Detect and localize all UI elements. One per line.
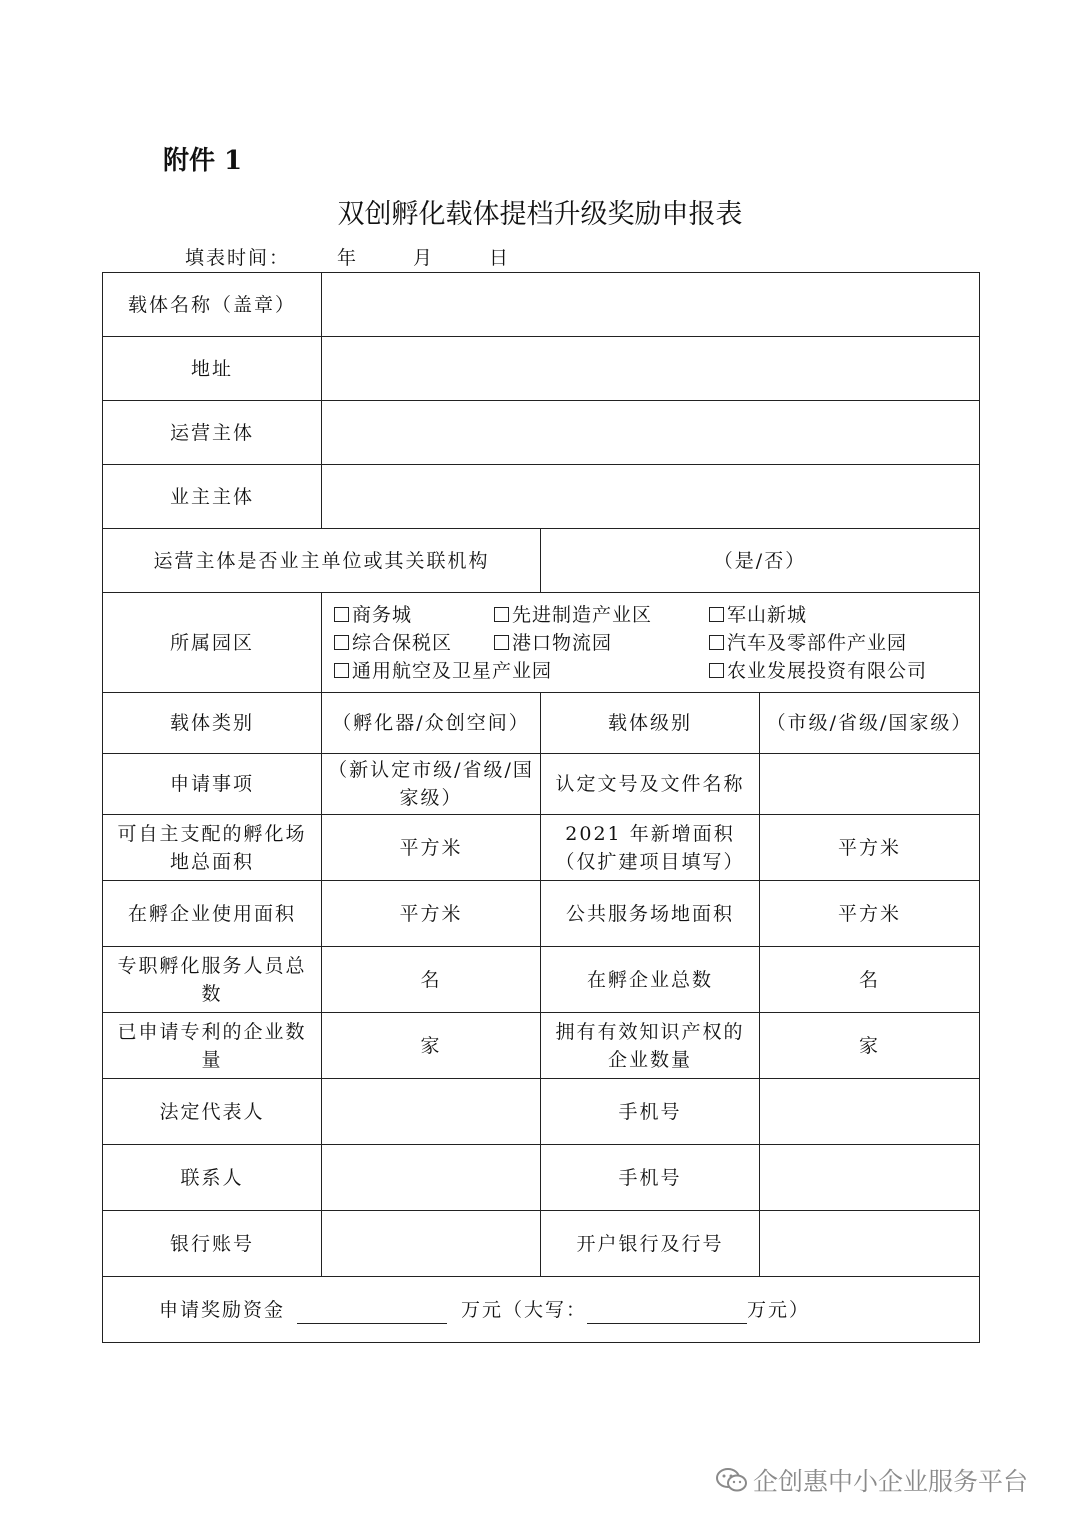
table-row xyxy=(103,693,980,754)
carrier-type-label: 载体类别 xyxy=(103,693,322,754)
operator-label: 运营主体 xyxy=(103,401,322,465)
fill-time-month: 月 xyxy=(413,247,435,269)
attachment-label: 附件 1 xyxy=(163,146,243,176)
checkbox-icon[interactable] xyxy=(709,635,724,650)
new-area-field[interactable]: 平方米 xyxy=(760,815,980,881)
table-row xyxy=(103,529,980,593)
park-option[interactable]: 综合保税区 xyxy=(334,629,494,657)
fill-time-label: 填表时间： xyxy=(185,247,291,269)
owner-label: 业主主体 xyxy=(103,465,322,529)
wechat-icon xyxy=(715,1467,749,1493)
apply-item-label: 申请事项 xyxy=(103,754,322,815)
operator-is-owner-label: 运营主体是否业主单位或其关联机构 xyxy=(103,529,541,593)
table-row xyxy=(103,1211,980,1277)
carrier-level-label: 载体级别 xyxy=(541,693,760,754)
bank-account-field[interactable] xyxy=(322,1211,541,1277)
park-options xyxy=(322,593,980,693)
checkbox-icon[interactable] xyxy=(709,607,724,622)
table-row xyxy=(103,593,980,693)
park-option[interactable]: 农业发展投资有限公司 xyxy=(709,657,927,685)
checkbox-icon[interactable] xyxy=(494,635,509,650)
table-row xyxy=(103,881,980,947)
incubated-total-field[interactable]: 名 xyxy=(760,947,980,1013)
incubated-area-field[interactable]: 平方米 xyxy=(322,881,541,947)
bank-name-label: 开户银行及行号 xyxy=(541,1211,760,1277)
table-row xyxy=(103,401,980,465)
incubated-total-label: 在孵企业总数 xyxy=(541,947,760,1013)
park-option[interactable]: 商务城 xyxy=(334,601,494,629)
checkbox-icon[interactable] xyxy=(334,635,349,650)
table-row xyxy=(103,273,980,337)
operator-is-owner-field[interactable]: （是/否） xyxy=(541,529,980,593)
table-row xyxy=(103,815,980,881)
doc-no-field[interactable] xyxy=(760,754,980,815)
new-area-label: 2021 年新增面积（仅扩建项目填写） xyxy=(541,815,760,881)
patent-companies-label: 已申请专利的企业数量 xyxy=(103,1013,322,1079)
table-row xyxy=(103,465,980,529)
park-option[interactable]: 军山新城 xyxy=(709,601,807,629)
park-option[interactable]: 通用航空及卫星产业园 xyxy=(334,657,709,685)
carrier-name-field[interactable] xyxy=(322,273,980,337)
staff-field[interactable]: 名 xyxy=(322,947,541,1013)
ip-companies-field[interactable]: 家 xyxy=(760,1013,980,1079)
funding-amount-field[interactable] xyxy=(297,1301,447,1324)
table-row xyxy=(103,1277,980,1343)
legal-rep-phone-field[interactable] xyxy=(760,1079,980,1145)
table-row xyxy=(103,1079,980,1145)
funding-label: 申请奖励资金 xyxy=(159,1298,286,1321)
wan-yuan-close: 万元） xyxy=(747,1298,811,1321)
contact-label: 联系人 xyxy=(103,1145,322,1211)
bank-name-field[interactable] xyxy=(760,1211,980,1277)
watermark-text: 企创惠中小企业服务平台 xyxy=(753,1467,1029,1496)
carrier-level-field[interactable]: （市级/省级/国家级） xyxy=(760,693,980,754)
operator-field[interactable] xyxy=(322,401,980,465)
patent-companies-field[interactable]: 家 xyxy=(322,1013,541,1079)
table-row xyxy=(103,337,980,401)
public-area-label: 公共服务场地面积 xyxy=(541,881,760,947)
checkbox-icon[interactable] xyxy=(334,663,349,678)
owner-field[interactable] xyxy=(322,465,980,529)
funding-uppercase-field[interactable] xyxy=(587,1301,747,1324)
table-row xyxy=(103,1145,980,1211)
contact-field[interactable] xyxy=(322,1145,541,1211)
table-row xyxy=(103,947,980,1013)
apply-item-field[interactable]: （新认定市级/省级/国家级） xyxy=(322,754,541,815)
checkbox-icon[interactable] xyxy=(334,607,349,622)
total-area-label: 可自主支配的孵化场地总面积 xyxy=(103,815,322,881)
park-option[interactable]: 港口物流园 xyxy=(494,629,709,657)
form-title: 双创孵化载体提档升级奖励申报表 xyxy=(337,199,743,230)
public-area-field[interactable]: 平方米 xyxy=(760,881,980,947)
bank-account-label: 银行账号 xyxy=(103,1211,322,1277)
park-option[interactable]: 先进制造产业区 xyxy=(494,601,709,629)
application-form-table xyxy=(102,272,980,1343)
staff-label: 专职孵化服务人员总数 xyxy=(103,947,322,1013)
contact-phone-label: 手机号 xyxy=(541,1145,760,1211)
checkbox-icon[interactable] xyxy=(494,607,509,622)
ip-companies-label: 拥有有效知识产权的企业数量 xyxy=(541,1013,760,1079)
legal-rep-label: 法定代表人 xyxy=(103,1079,322,1145)
legal-rep-phone-label: 手机号 xyxy=(541,1079,760,1145)
doc-no-label: 认定文号及文件名称 xyxy=(541,754,760,815)
contact-phone-field[interactable] xyxy=(760,1145,980,1211)
total-area-field[interactable]: 平方米 xyxy=(322,815,541,881)
checkbox-icon[interactable] xyxy=(709,663,724,678)
table-row xyxy=(103,754,980,815)
incubated-area-label: 在孵企业使用面积 xyxy=(103,881,322,947)
funding-row xyxy=(103,1277,980,1343)
fill-time xyxy=(185,243,510,270)
carrier-name-label: 载体名称（盖章） xyxy=(103,273,322,337)
fill-time-year: 年 xyxy=(337,247,359,269)
park-option[interactable]: 汽车及零部件产业园 xyxy=(709,629,907,657)
address-label: 地址 xyxy=(103,337,322,401)
carrier-type-field[interactable]: （孵化器/众创空间） xyxy=(322,693,541,754)
park-label: 所属园区 xyxy=(103,593,322,693)
watermark xyxy=(715,1462,1028,1498)
wan-yuan-label: 万元（大写： xyxy=(461,1298,588,1321)
fill-time-day: 日 xyxy=(489,247,511,269)
table-row xyxy=(103,1013,980,1079)
legal-rep-field[interactable] xyxy=(322,1079,541,1145)
address-field[interactable] xyxy=(322,337,980,401)
